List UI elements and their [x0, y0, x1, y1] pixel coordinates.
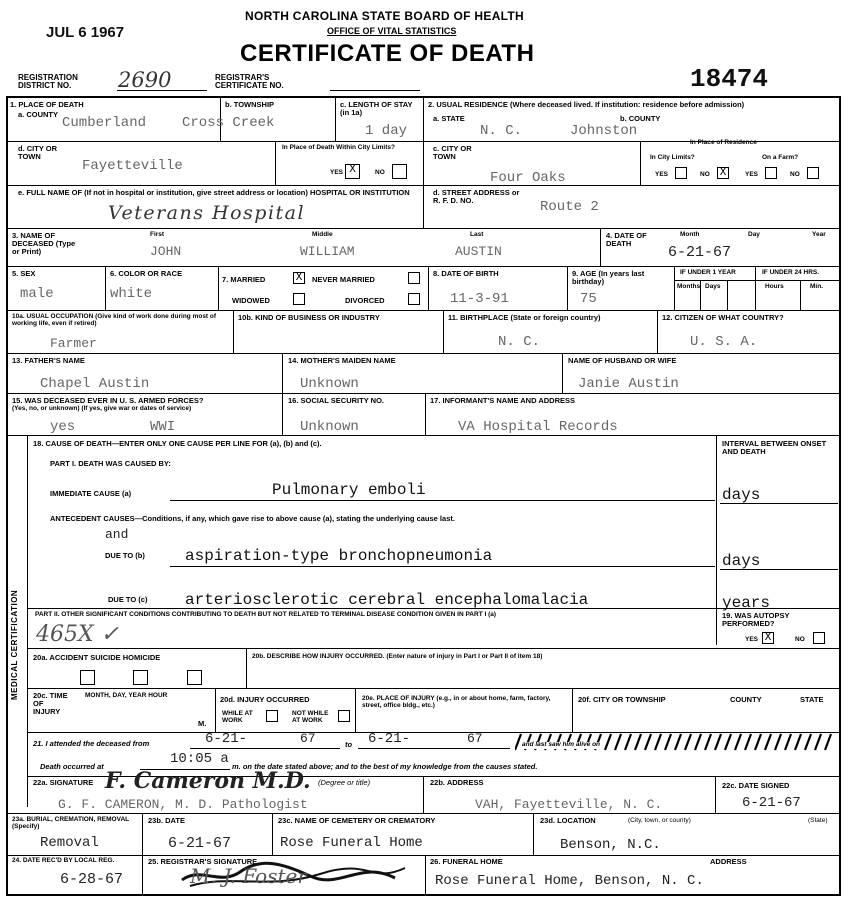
reg-district-label: REGISTRATION DISTRICT NO. [18, 73, 78, 91]
date-signed-label: 22c. DATE SIGNED [722, 781, 790, 790]
spouse-label: NAME OF HUSBAND OR WIFE [568, 356, 677, 365]
death-county: Cumberland [62, 115, 147, 131]
burial-location: Benson, N.C. [560, 837, 661, 853]
married-label: 7. MARRIED [222, 275, 266, 284]
spouse-name: Janie Austin [578, 376, 679, 392]
due-to-c-label: DUE TO (c) [108, 595, 148, 604]
residence-state: N. C. [480, 123, 523, 139]
widowed-checkbox[interactable] [293, 293, 305, 305]
deceased-middle-name: WILLIAM [300, 244, 355, 259]
divorced-checkbox[interactable] [408, 293, 420, 305]
residence-street: Route 2 [540, 199, 599, 215]
place-of-residence-label: In Place of Residence [690, 139, 757, 146]
disposition-label: 23a. BURIAL, CREMATION, REMOVAL (Specify) [12, 816, 130, 830]
within-limits-label: In Place of Death Within City Limits? [282, 144, 395, 151]
armed-forces-label: 15. WAS DECEASED EVER IN U. S. ARMED FORCES? [12, 396, 204, 405]
cause-b: aspiration-type bronchopneumonia [185, 547, 493, 565]
deceased-name-label: 3. NAME OF DECEASED (Type or Print) [12, 231, 76, 256]
death-county-label: a. COUNTY [18, 110, 59, 119]
business-label: 10b. KIND OF BUSINESS OR INDUSTRY [238, 313, 380, 322]
length-of-stay-label: c. LENGTH OF STAY (in 1a) [340, 100, 413, 117]
injury-description-label: 20b. DESCRIBE HOW INJURY OCCURRED. (Enter nature of injury in Part I or Part II of item 18) [252, 653, 543, 660]
antecedent-label: ANTECEDENT CAUSES—Conditions, if any, which gave rise to above cause (a), stating the underlying cause last. [50, 514, 455, 523]
sex-label: 5. SEX [12, 269, 36, 278]
registrar-signature-label: 25. REGISTRAR'S SIGNATURE [148, 857, 258, 866]
father-label: 13. FATHER'S NAME [12, 356, 85, 365]
age-value: 75 [580, 291, 597, 307]
cemetery-label: 23c. NAME OF CEMETERY OR CREMATORY [278, 816, 436, 825]
immediate-cause-label: IMMEDIATE CAUSE (a) [50, 489, 132, 498]
due-to-b-label: DUE TO (b) [105, 551, 145, 560]
interval-label: INTERVAL BETWEEN ONSET AND DEATH [722, 439, 827, 456]
deceased-last-name: AUSTIN [455, 244, 502, 259]
death-township: Cross Creek [182, 115, 275, 131]
location-label: 23d. LOCATION [540, 816, 596, 825]
not-at-work-checkbox[interactable] [338, 710, 350, 722]
accident-checkbox[interactable] [80, 670, 95, 685]
autopsy-no-checkbox[interactable] [813, 632, 825, 644]
cause-c: arteriosclerotic cerebral encephalomalacia [185, 591, 589, 609]
attended-label: 21. I attended the deceased from [33, 739, 150, 748]
date-of-death-label: 4. DATE OF DEATH [606, 231, 647, 248]
interval-a: days [722, 486, 761, 504]
divider-place-residence [423, 97, 424, 228]
registrar-cert-label: REGISTRAR'S CERTIFICATE NO. [215, 73, 284, 91]
last-saw-label: and last saw him alive on [522, 741, 601, 748]
institution-name: Veterans Hospital [108, 202, 306, 224]
residence-city-label: c. CITY OR TOWN [433, 144, 472, 161]
attended-from: 6-21- [205, 731, 248, 747]
physician-signature: F. Cameron M.D. [105, 768, 311, 794]
registrar-cert-line [330, 90, 420, 91]
death-city: Fayetteville [82, 158, 183, 174]
divorced-label: DIVORCED [345, 296, 385, 305]
ssn-label: 16. SOCIAL SECURITY NO. [288, 396, 384, 405]
in-city-limits-label: In City Limits? [650, 154, 695, 161]
race-label: 6. COLOR OR RACE [110, 269, 183, 278]
on-farm-label: On a Farm? [762, 154, 799, 161]
ssn-value: Unknown [300, 419, 359, 435]
board-name: NORTH CAROLINA STATE BOARD OF HEALTH [245, 9, 525, 23]
date-signed: 6-21-67 [742, 795, 801, 811]
injury-occurred-label: 20d. INJURY OCCURRED [220, 695, 310, 704]
residence-street-label: d. STREET ADDRESS or R. F. D. NO. [433, 188, 520, 205]
death-township-label: b. TOWNSHIP [225, 100, 275, 109]
informant-label: 17. INFORMANT'S NAME AND ADDRESS [430, 396, 575, 405]
disposition: Removal [40, 835, 99, 851]
widowed-label: WIDOWED [232, 296, 270, 305]
residence-city: Four Oaks [490, 170, 566, 186]
date-received: 6-28-67 [60, 871, 124, 888]
citizen-country: U. S. A. [690, 334, 758, 350]
interval-c: years [722, 594, 771, 612]
residence-label: 2. USUAL RESIDENCE (Where deceased lived. If institution: residence before admission) [428, 100, 745, 109]
armed-forces: yes [50, 419, 76, 435]
informant: VA Hospital Records [458, 419, 618, 435]
injury-city-label: 20f. CITY OR TOWNSHIP [578, 695, 666, 704]
in-city-yes-checkbox[interactable] [675, 167, 687, 179]
suicide-checkbox[interactable] [133, 670, 148, 685]
autopsy-label: 19. WAS AUTOPSY PERFORMED? [722, 611, 790, 628]
birth-date: 11-3-91 [450, 291, 509, 307]
funeral-home: Rose Funeral Home, Benson, N. C. [435, 873, 704, 889]
and-label: and [105, 527, 129, 542]
autopsy-yes-checkbox[interactable]: X [762, 632, 774, 644]
homicide-checkbox[interactable] [187, 670, 202, 685]
never-married-checkbox[interactable] [408, 272, 420, 284]
death-city-label: d. CITY OR TOWN [18, 144, 58, 161]
accident-label: 20a. ACCIDENT SUICIDE HOMICIDE [33, 653, 161, 662]
funeral-home-label: 26. FUNERAL HOME [430, 857, 503, 866]
race-value: white [110, 286, 153, 302]
war-service: WWI [150, 419, 176, 435]
birthplace-label: 11. BIRTHPLACE (State or foreign country) [448, 313, 601, 322]
married-checkbox[interactable]: X [293, 272, 305, 284]
injury-time-label: 20c. TIME OF INJURY [33, 691, 68, 716]
date-of-death: 6-21-67 [668, 244, 732, 261]
reg-district-line [117, 90, 207, 91]
while-at-work-checkbox[interactable] [266, 710, 278, 722]
medical-certification-label: MEDICAL CERTIFICATION [10, 589, 19, 700]
burial-date: 6-21-67 [168, 835, 232, 852]
on-farm-no-checkbox[interactable] [807, 167, 819, 179]
interval-b: days [722, 552, 761, 570]
residence-county-label: b. COUNTY [620, 114, 661, 123]
injury-place-label: 20e. PLACE OF INJURY (e.g., in or about home, farm, factory, street, office bldg., etc.) [362, 695, 551, 709]
code-note: 465X ✓ [36, 622, 120, 647]
occupation-label: 10a. USUAL OCCUPATION (Give kind of work done during most of working life, even if retired) [12, 313, 217, 327]
residence-county: Johnston [570, 123, 638, 139]
mother-label: 14. MOTHER'S MAIDEN NAME [288, 356, 396, 365]
reg-district-value: 2690 [118, 68, 172, 92]
length-of-stay: 1 day [365, 123, 408, 139]
cemetery-name: Rose Funeral Home [280, 835, 423, 851]
on-farm-yes-checkbox[interactable] [765, 167, 777, 179]
occupation: Farmer [50, 336, 97, 351]
within-limits-no-checkbox[interactable] [392, 164, 407, 179]
immediate-cause: Pulmonary emboli [272, 481, 426, 499]
never-married-label: NEVER MARRIED [312, 275, 375, 284]
birthplace: N. C. [498, 334, 541, 350]
signature-label: 22a. SIGNATURE [33, 778, 94, 787]
citizen-label: 12. CITIZEN OF WHAT COUNTRY? [662, 313, 784, 322]
received-stamp-date: JUL 6 1967 [46, 24, 125, 41]
part1-label: PART I. DEATH WAS CAUSED BY: [50, 459, 171, 468]
residence-state-label: a. STATE [433, 114, 465, 123]
institution-label: e. FULL NAME OF (If not in hospital or institution, give street address or location) HOSPITAL OR INSTITUTION [18, 188, 410, 197]
attended-to: 6-21- [368, 731, 411, 747]
burial-date-label: 23b. DATE [148, 816, 185, 825]
physician-address: VAH, Fayetteville, N. C. [475, 797, 663, 812]
signer-name: G. F. CAMERON, M. D. Pathologist [58, 797, 308, 812]
sex-value: male [20, 286, 54, 302]
death-time: 10:05 a [170, 751, 229, 767]
address-label: 22b. ADDRESS [430, 778, 484, 787]
office-name: OFFICE OF VITAL STATISTICS [327, 26, 457, 36]
registrar-signature: M. J. Foster [190, 864, 307, 888]
cause-of-death-label: 18. CAUSE OF DEATH—ENTER ONLY ONE CAUSE PER LINE FOR (a), (b) and (c). [33, 439, 322, 448]
in-city-no-checkbox[interactable]: X [717, 167, 729, 179]
page-title: CERTIFICATE OF DEATH [240, 40, 535, 67]
certificate-number: 18474 [690, 64, 769, 94]
within-limits-yes-checkbox[interactable]: X [345, 164, 360, 179]
mother-name: Unknown [300, 376, 359, 392]
date-received-label: 24. DATE REC'D BY LOCAL REG. [12, 857, 115, 864]
part2-label: PART II. OTHER SIGNIFICANT CONDITIONS CONTRIBUTING TO DEATH BUT NOT RELATED TO TERMINAL DISEASE CONDITION GIVEN IN PART I (a) [35, 611, 497, 618]
age-label: 9. AGE (In years last birthday) [572, 269, 645, 286]
place-of-death-label: 1. PLACE OF DEATH [10, 100, 84, 109]
father-name: Chapel Austin [40, 376, 150, 392]
deceased-first-name: JOHN [150, 244, 182, 259]
birth-date-label: 8. DATE OF BIRTH [433, 269, 499, 278]
